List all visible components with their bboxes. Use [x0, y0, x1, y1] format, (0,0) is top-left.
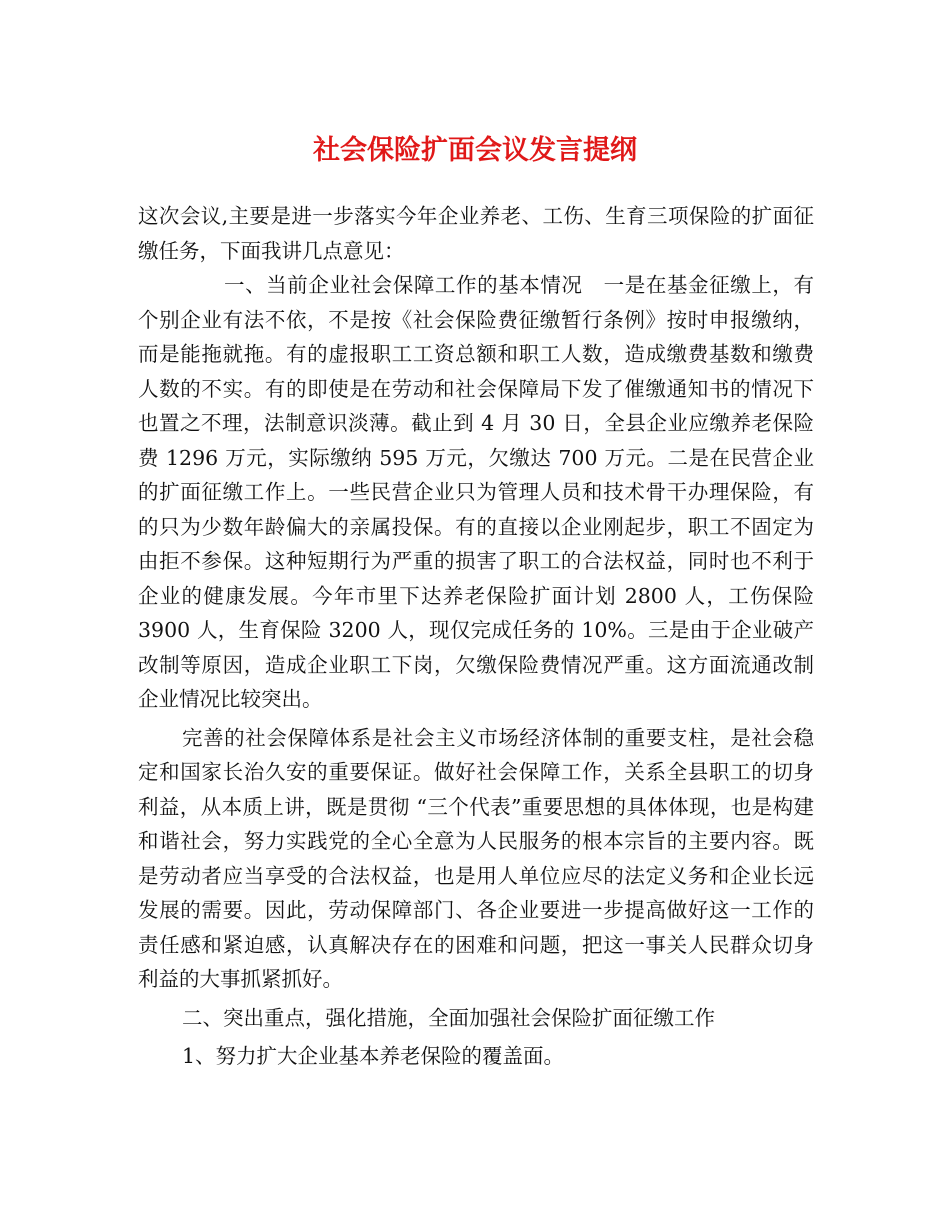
- social-security-paragraph: 完善的社会保障体系是社会主义市场经济体制的重要支柱，是社会稳定和国家长治久安的重要保证。做好社会保障工作，关系全县职工的切身利益，从本质上讲，既是贯彻 “三个代表”重要思想的具体体现，也是构建和谐社会，努力实践党的全心全意为人民服务的根本宗旨的主要内容。既是劳动者应当享受的合法权益，也是用人单位应尽的法定义务和企业长远发展的需要。因此，劳动保障部门、各企业要进一步提高做好这一工作的责任感和紧迫感，认真解决存在的困难和问题，把这一事关人民群众切身利益的大事抓紧抓好。: [138, 725, 814, 991]
- section-two-heading: 二、突出重点，强化措施，全面加强社会保险扩面征缴工作: [182, 1005, 715, 1030]
- subsection-one-heading: 1、努力扩大企业基本养老保险的覆盖面。: [182, 1044, 565, 1068]
- document-body: [138, 199, 814, 1074]
- section-one-paragraph: 一、当前企业社会保障工作的基本情况 一是在基金征缴上，有个别企业有法不依，不是按《社会保险费征缴暂行条例》按时申报缴纳，而是能拖就拖。有的虚报职工工资总额和职工人数，造成缴费基数和缴费人数的不实。有的即使是在劳动和社会保障局下发了催缴通知书的情况下也置之不理，法制意识淡薄。截止到 4 月 30 日，全县企业应缴养老保险费 1296 万元，实际缴纳 595 万元，欠缴达 700 万元。二是在民营企业的扩面征缴工作上。一些民营企业只为管理人员和技术骨干办理保险，有的只为少数年龄偏大的亲属投保。有的直接以企业刚起步，职工不固定为由拒不参保。这种短期行为严重的损害了职工的合法权益，同时也不利于企业的健康发展。今年市里下达养老保险扩面计划 2800 人，工伤保险 3900 人，生育保险 3200 人，现仅完成任务的 10%。三是由于企业破产改制等原因，造成企业职工下岗，欠缴保险费情况严重。这方面流通改制企业情况比较突出。: [138, 273, 814, 711]
- document-title: 社会保险扩面会议发言提纲: [313, 135, 637, 166]
- intro-paragraph: 这次会议,主要是进一步落实今年企业养老、工伤、生育三项保险的扩面征缴任务，下面我讲几点意见：: [138, 204, 814, 263]
